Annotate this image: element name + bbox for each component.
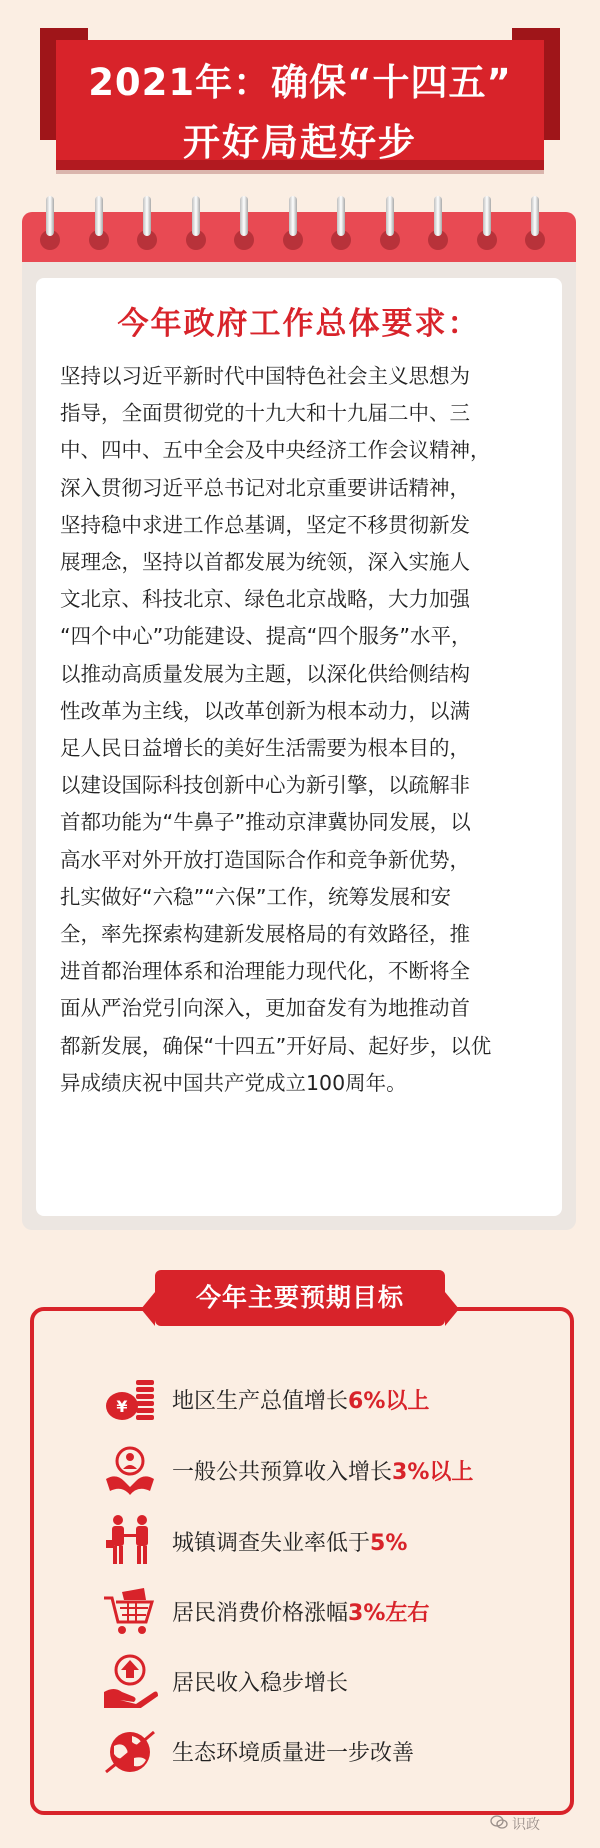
calendar-header	[22, 212, 576, 262]
goal-target-value: 3%以上	[392, 1460, 474, 1485]
requirements-line: 都新发展，确保“十四五”开好局、起好步，以优	[60, 1033, 492, 1058]
requirements-line: 进首都治理体系和治理能力现代化，不断将全	[60, 959, 470, 984]
requirements-line: 以推动高质量发展为主题，以深化供给侧结构	[60, 661, 470, 686]
wechat-icon	[490, 1814, 508, 1830]
goal-label: 一般公共预算收入增长	[172, 1460, 393, 1485]
calendar-ring	[483, 196, 491, 236]
calendar-ring	[531, 196, 539, 236]
requirements-line: 坚持稳中求进工作总基调，坚定不移贯彻新发	[60, 512, 470, 537]
requirements-line: 全，率先探索构建新发展格局的有效路径，推	[60, 922, 470, 947]
income-arrow-icon	[100, 1652, 160, 1708]
goal-text	[172, 1455, 473, 1486]
requirements-line: “四个中心”功能建设、提高“四个服务”水平，	[60, 624, 472, 649]
calendar-ring	[192, 196, 200, 236]
calendar-ring	[289, 196, 297, 236]
goal-text	[172, 1666, 348, 1697]
banner-box	[56, 40, 544, 170]
goal-label: 城镇调查失业率低于	[172, 1531, 371, 1556]
goal-item	[100, 1652, 540, 1708]
calendar-card	[22, 212, 576, 1230]
calendar-paper	[36, 278, 562, 1216]
title-banner	[0, 0, 600, 190]
requirements-line: 足人民日益增长的美好生活需要为根本目的，	[60, 736, 470, 761]
requirements-line: 深入贯彻习近平总书记对北京重要讲话精神，	[60, 475, 470, 500]
calendar-ring	[240, 196, 248, 236]
workers-icon	[100, 1512, 160, 1568]
goal-label: 居民消费价格涨幅	[172, 1601, 349, 1626]
requirements-line: 坚持以习近平新时代中国特色社会主义思想为	[60, 364, 470, 388]
goal-target-value: 6%以上	[348, 1389, 430, 1414]
goal-item	[100, 1370, 540, 1426]
requirements-title: 今年政府工作总体要求：	[117, 306, 481, 342]
goal-text	[172, 1596, 429, 1627]
goal-target-value: 3%左右	[348, 1601, 430, 1626]
calendar-ring	[434, 196, 442, 236]
goal-text	[172, 1384, 429, 1415]
svg-text:¥: ¥	[116, 1397, 128, 1416]
banner-line-1: 2021年：确保“十四五”	[88, 61, 512, 104]
hand-person-icon	[100, 1441, 160, 1497]
goal-text	[172, 1736, 414, 1767]
goal-item	[100, 1512, 540, 1568]
requirements-line: 高水平对外开放打造国际合作和竞争新优势，	[60, 847, 470, 872]
calendar-ring	[386, 196, 394, 236]
goal-target-value: 5%	[370, 1531, 408, 1556]
requirements-line: 异成绩庆祝中国共产党成立100周年。	[60, 1070, 407, 1095]
coins-icon	[100, 1370, 160, 1426]
goals-title: 今年主要预期目标	[155, 1270, 445, 1326]
goal-item	[100, 1722, 540, 1778]
requirements-line: 首都功能为“牛鼻子”推动京津冀协同发展，以	[60, 810, 471, 835]
requirements-line: 扎实做好“六稳”“六保”工作，统筹发展和安	[60, 884, 451, 909]
goal-label: 居民收入稳步增长	[172, 1671, 349, 1696]
calendar-ring	[46, 196, 54, 236]
requirements-line: 面从严治党引向深入，更加奋发有为地推动首	[60, 996, 470, 1021]
requirements-body	[60, 358, 540, 1102]
shopping-cart-icon	[100, 1582, 160, 1638]
requirements-line: 以建设国际科技创新中心为新引擎，以疏解非	[60, 773, 470, 798]
goal-text	[172, 1526, 407, 1557]
requirements-line: 性改革为主线，以改革创新为根本动力，以满	[60, 698, 470, 723]
requirements-line: 中、四中、五中全会及中央经济工作会议精神，	[60, 438, 491, 463]
watermark-text: 识政	[512, 1817, 540, 1833]
calendar-ring	[143, 196, 151, 236]
goal-item	[100, 1582, 540, 1638]
calendar-ring	[337, 196, 345, 236]
requirements-line: 指导，全面贯彻党的十九大和十九届二中、三	[60, 401, 470, 426]
banner-line-2: 开好局起好步	[183, 121, 417, 164]
requirements-line: 文北京、科技北京、绿色北京战略，大力加强	[60, 587, 470, 612]
goal-item	[100, 1441, 540, 1497]
goal-label: 地区生产总值增长	[172, 1389, 349, 1414]
eco-globe-icon	[100, 1722, 160, 1778]
goal-label: 生态环境质量进一步改善	[172, 1741, 415, 1766]
calendar-ring	[95, 196, 103, 236]
requirements-line: 展理念，坚持以首都发展为统领，深入实施人	[60, 550, 470, 575]
